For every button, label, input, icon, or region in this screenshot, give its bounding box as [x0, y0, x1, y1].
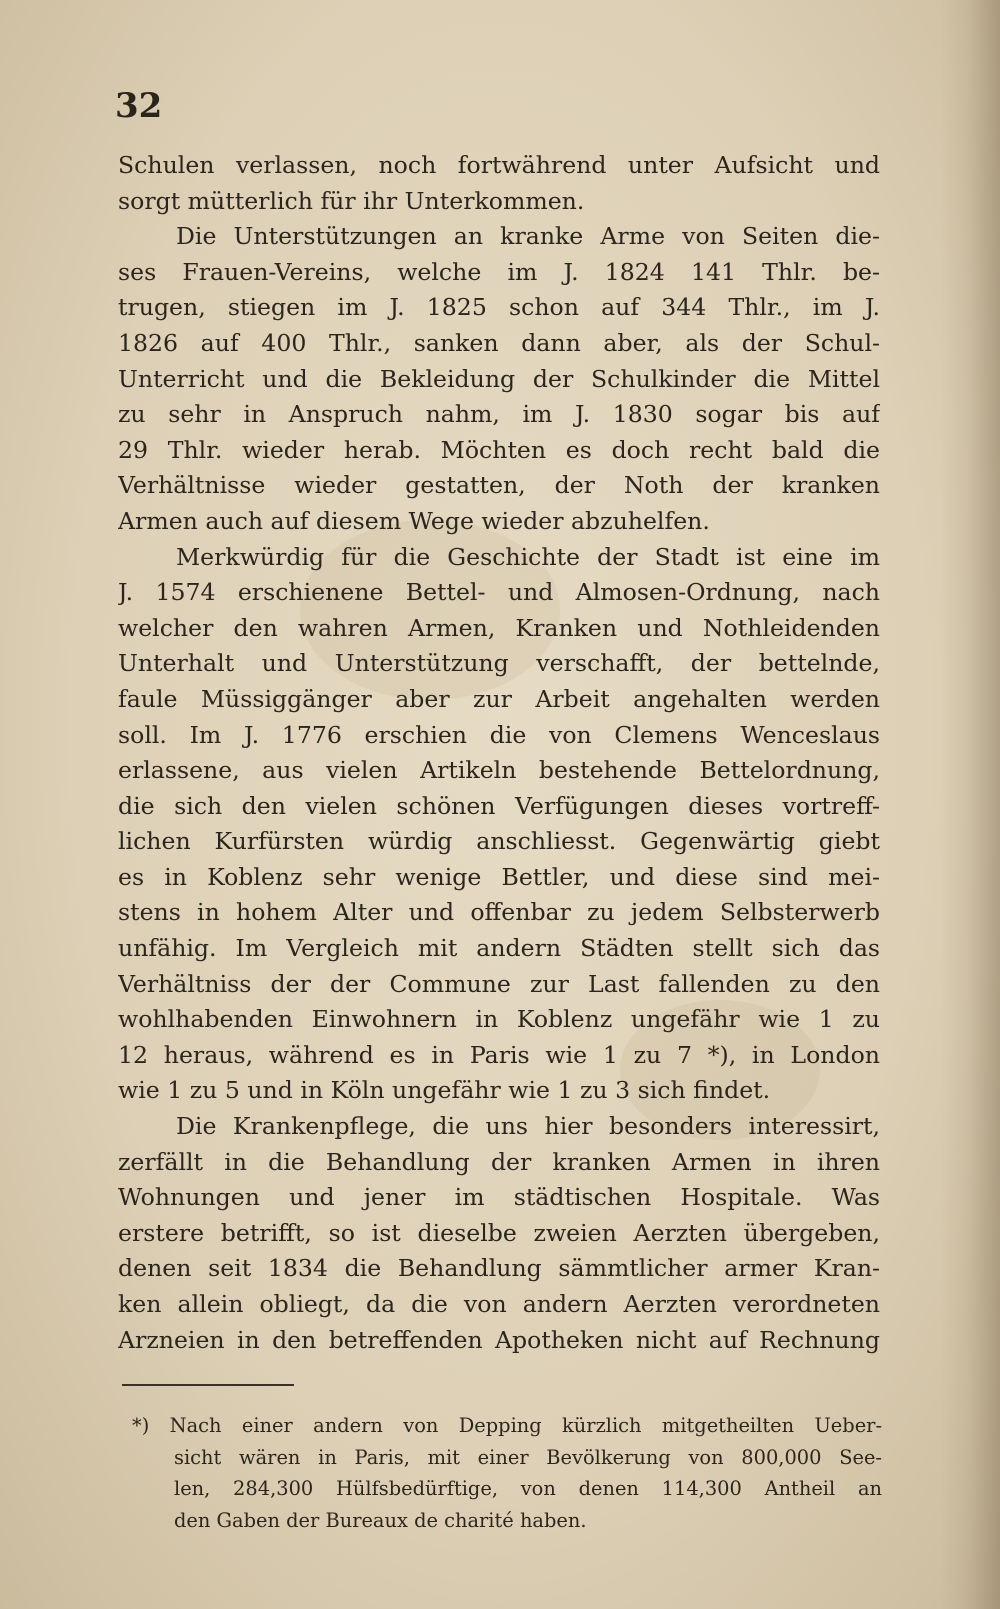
body-line: faule Müssiggänger aber zur Arbeit angehalten werden — [118, 684, 880, 713]
body-text — [118, 148, 880, 1358]
page-number: 32 — [115, 86, 163, 126]
body-line: zerfällt in die Behandlung der kranken Armen in ihren — [118, 1147, 880, 1176]
footnote-line: len, 284,300 Hülfsbedürftige, von denen 114,300 Antheil an — [174, 1477, 882, 1500]
footnote-line: sicht wären in Paris, mit einer Bevölkerung von 800,000 See- — [174, 1445, 882, 1469]
body-line: unfähig. Im Vergleich mit andern Städten stellt sich das — [118, 934, 880, 963]
body-line: Unterhalt und Unterstützung verschafft, der bettelnde, — [118, 649, 880, 678]
body-line: die sich den vielen schönen Verfügungen dieses vortreff- — [118, 791, 880, 820]
body-line: zu sehr in Anspruch nahm, im J. 1830 sogar bis auf — [118, 400, 880, 429]
body-line: wie 1 zu 5 und in Köln ungefähr wie 1 zu 3 sich findet. — [118, 1076, 771, 1105]
body-line: erstere betrifft, so ist dieselbe zweien Aerzten übergeben, — [118, 1218, 880, 1247]
body-line: welcher den wahren Armen, Kranken und Nothleidenden — [118, 613, 880, 642]
body-line: Arzneien in den betreffenden Apotheken nicht auf Rechnung — [118, 1325, 880, 1354]
body-line: soll. Im J. 1776 erschien die von Clemens Wenceslaus — [118, 720, 880, 749]
body-line: Verhältnisse wieder gestatten, der Noth der kranken — [118, 471, 880, 500]
page-edge-shadow — [940, 0, 1000, 1609]
body-line: 1826 auf 400 Thlr., sanken dann aber, als der Schul- — [118, 328, 880, 357]
body-line: Die Unterstützungen an kranke Arme von Seiten die- — [176, 222, 880, 251]
footnote-divider — [122, 1384, 294, 1386]
footnote-line: den Gaben der Bureaux de charité haben. — [174, 1508, 587, 1532]
body-line: Wohnungen und jener im städtischen Hospitale. Was — [118, 1183, 880, 1212]
body-line: ken allein obliegt, da die von andern Aerzten verordneten — [118, 1290, 880, 1318]
footnote — [132, 1410, 882, 1536]
body-line: Verhältniss der der Commune zur Last fallenden zu den — [118, 969, 880, 998]
body-line: Die Krankenpflege, die uns hier besonders interessirt, — [176, 1112, 880, 1141]
body-line: denen seit 1834 die Behandlung sämmtlicher armer Kran- — [118, 1254, 880, 1283]
body-line: Unterricht und die Bekleidung der Schulkinder die Mittel — [118, 364, 880, 393]
body-line: wohlhabenden Einwohnern in Koblenz ungefähr wie 1 zu — [118, 1005, 880, 1034]
body-line: lichen Kurfürsten würdig anschliesst. Gegenwärtig giebt — [118, 827, 880, 856]
body-line: stens in hohem Alter und offenbar zu jedem Selbsterwerb — [118, 898, 880, 927]
body-line: Armen auch auf diesem Wege wieder abzuhelfen. — [118, 506, 710, 535]
body-line: 12 heraus, während es in Paris wie 1 zu 7 *), in London — [118, 1040, 880, 1069]
body-line: J. 1574 erschienene Bettel- und Almosen-Ordnung, nach — [118, 578, 880, 607]
body-line: Schulen verlassen, noch fortwährend unter Aufsicht und — [118, 151, 880, 179]
body-line: 29 Thlr. wieder herab. Möchten es doch recht bald die — [118, 435, 880, 464]
body-line: Merkwürdig für die Geschichte der Stadt ist eine im — [176, 542, 880, 571]
body-line: es in Koblenz sehr wenige Bettler, und diese sind mei- — [118, 862, 880, 891]
body-line: erlassene, aus vielen Artikeln bestehende Bettelordnung, — [118, 756, 880, 785]
body-line: sorgt mütterlich für ihr Unterkommen. — [118, 186, 585, 215]
body-line: trugen, stiegen im J. 1825 schon auf 344 Thlr., im J. — [118, 293, 880, 322]
body-line: ses Frauen-Vereins, welche im J. 1824 141 Thlr. be- — [118, 257, 880, 286]
footnote-line: *) Nach einer andern von Depping kürzlich mitgetheilten Ueber- — [132, 1414, 882, 1437]
